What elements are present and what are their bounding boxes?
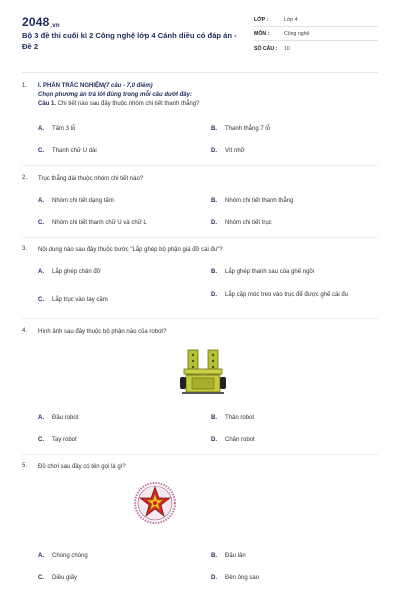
option-key: C.: [38, 437, 44, 443]
option-text: Đầu lân: [225, 553, 246, 559]
question-number: 3.: [22, 246, 28, 252]
option-key: B.: [211, 553, 217, 559]
option-b[interactable]: [211, 125, 270, 134]
meta-value: Lớp 4: [284, 17, 298, 23]
option-key: D.: [211, 292, 217, 298]
option-text: Đầu robot: [52, 415, 79, 421]
option-text: Thân robot: [225, 415, 255, 421]
option-key: D.: [211, 437, 217, 443]
question-number: 5.: [22, 463, 28, 469]
option-c[interactable]: [38, 574, 77, 583]
option-a[interactable]: [38, 552, 88, 561]
question-divider: [22, 454, 378, 455]
option-text: Lắp ghép thanh sau của ghế ngồi: [225, 269, 315, 275]
meta-value: 10: [284, 45, 290, 52]
question-text: Nội dung nào sau đây thuộc bước "Lắp ghép bộ phận giá đỡ cái đu"?: [38, 247, 223, 253]
option-text: Chân robot: [225, 437, 255, 443]
option-b[interactable]: [211, 268, 314, 277]
question-prefix: Câu 1.: [38, 101, 57, 107]
question-number: 4.: [22, 328, 28, 334]
document-title: Bộ 3 đề thi cuối kì 2 Công nghệ lớp 4 Cánh diều có đáp án - Đề 2: [22, 31, 237, 51]
option-c[interactable]: [38, 219, 147, 228]
star-lantern-image: [132, 480, 178, 526]
meta-label: LỚP :: [254, 17, 269, 23]
option-b[interactable]: [211, 552, 246, 561]
question-body: Chi tiết nào sau đây thuộc nhóm chi tiết thanh thẳng?: [56, 101, 200, 107]
meta-row-question-count: [254, 42, 378, 55]
option-d[interactable]: [211, 147, 245, 156]
meta-label: MÔN :: [254, 31, 270, 37]
option-text: Nhóm chi tiết dạng tấm: [52, 198, 114, 204]
question-divider: [22, 237, 378, 238]
option-text: Nhóm chi tiết thanh chữ U và chữ L: [52, 220, 147, 226]
option-text: Chong chóng: [52, 553, 88, 559]
question-text: [38, 100, 358, 109]
option-key: A.: [38, 269, 44, 275]
option-c[interactable]: [38, 147, 97, 156]
option-text: Nhóm chi tiết trục: [225, 220, 272, 226]
question-number: 1.: [22, 83, 28, 89]
logo-suffix: .vn: [50, 23, 60, 29]
page-header: [0, 0, 400, 70]
option-text: Lắp cặp móc treo vào trục để được ghế cái đu: [225, 292, 349, 298]
option-a[interactable]: [38, 414, 78, 423]
option-key: D.: [211, 575, 217, 581]
question-divider: [22, 165, 378, 166]
option-d[interactable]: [211, 436, 255, 445]
option-b[interactable]: [211, 197, 293, 206]
robot-body-image: [178, 346, 228, 398]
option-a[interactable]: [38, 268, 101, 277]
meta-row-class: [254, 14, 378, 27]
option-text: Diều giấy: [52, 575, 78, 581]
option-key: C.: [38, 575, 44, 581]
question-number: 2.: [22, 175, 28, 181]
option-a[interactable]: [38, 197, 114, 206]
section-title: [38, 82, 358, 91]
option-c[interactable]: [38, 436, 77, 445]
option-text: Nhóm chi tiết thanh thẳng: [225, 198, 294, 204]
question-text: Đồ chơi sau đây có tên gọi là gì?: [38, 464, 126, 470]
meta-row-subject: [254, 28, 378, 41]
option-text: Lắp trục vào tay cầm: [52, 297, 108, 303]
question-text: Hình ảnh sau đây thuộc bộ phận nào của robot?: [38, 329, 167, 335]
meta-label: SỐ CÂU :: [254, 45, 278, 52]
option-text: Lắp ghép chân đỡ: [52, 269, 101, 275]
option-text: Tấm 3 lỗ: [52, 126, 76, 132]
option-text: Thanh thẳng 7 lỗ: [225, 126, 271, 132]
option-a[interactable]: [38, 125, 75, 134]
site-logo[interactable]: [22, 15, 60, 29]
section-instruction: Chọn phương án trả lời đúng trong mỗi câu dưới đây:: [38, 92, 192, 98]
option-d[interactable]: [211, 574, 259, 583]
option-key: B.: [211, 415, 217, 421]
logo-text: 2048: [22, 15, 50, 29]
question-divider: [22, 318, 378, 319]
option-key: C.: [38, 220, 44, 226]
option-d[interactable]: [211, 219, 272, 228]
option-d[interactable]: [211, 291, 379, 300]
option-key: A.: [38, 415, 44, 421]
option-key: C.: [38, 297, 44, 303]
meta-value: Công nghệ: [284, 31, 310, 37]
option-key: D.: [211, 220, 217, 226]
option-key: D.: [211, 148, 217, 154]
option-c[interactable]: [38, 296, 108, 305]
option-key: A.: [38, 198, 44, 204]
section-title-text: I. PHẦN TRẮC NGHIỆM: [38, 83, 104, 89]
option-key: B.: [211, 198, 217, 204]
option-text: Đèn ông sao: [225, 575, 260, 581]
option-text: Vít nhỡ: [225, 148, 245, 154]
section-points: (7 câu - 7,0 điểm): [104, 83, 153, 89]
question-text: Trục thẳng dài thuộc nhóm chi tiết nào?: [38, 176, 144, 182]
section-header: [38, 82, 358, 109]
option-key: C.: [38, 148, 44, 154]
header-divider: [22, 72, 378, 73]
option-key: A.: [38, 553, 44, 559]
option-text: Thanh chữ U dài: [52, 148, 97, 154]
option-key: B.: [211, 269, 217, 275]
option-key: B.: [211, 126, 217, 132]
option-b[interactable]: [211, 414, 254, 423]
option-text: Tay robot: [52, 437, 77, 443]
option-key: A.: [38, 126, 44, 132]
